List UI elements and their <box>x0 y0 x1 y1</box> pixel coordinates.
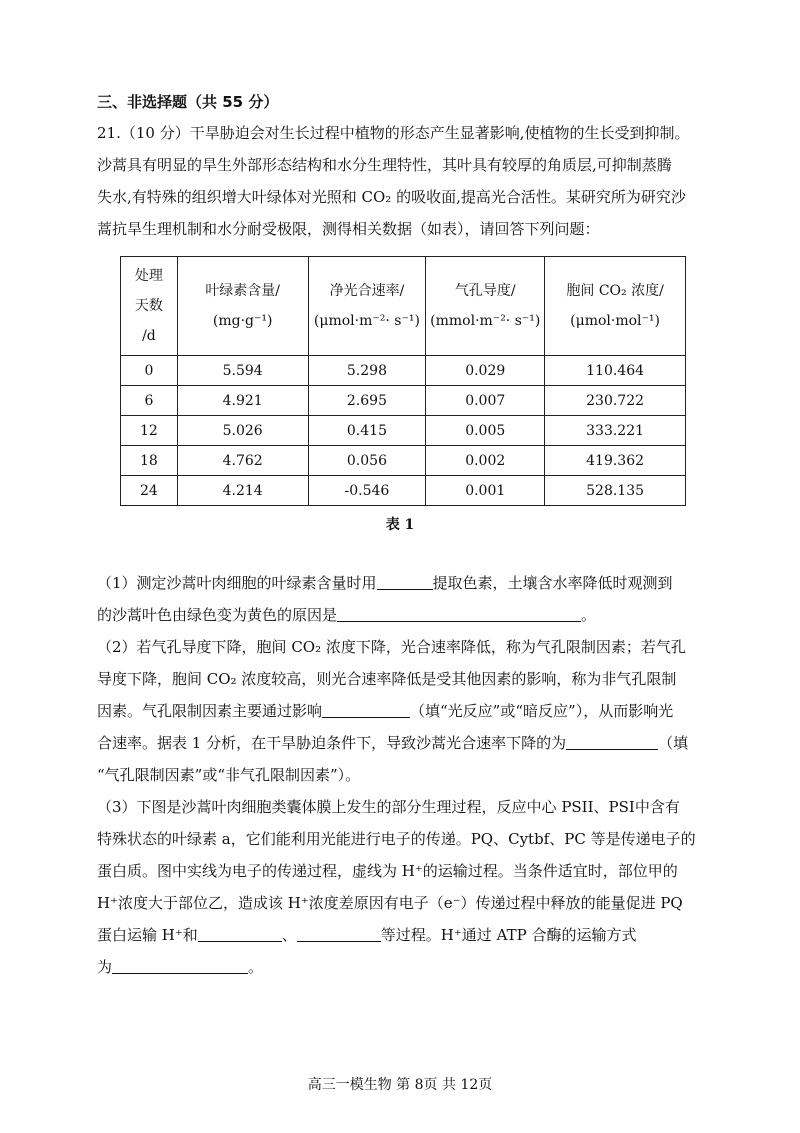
answer-blank[interactable] <box>322 702 410 718</box>
table-cell: 5.298 <box>308 356 426 386</box>
table-cell: 0.005 <box>426 416 545 446</box>
part3-line-6: 为 。 <box>97 958 264 976</box>
part3-line-5: 蛋白运输 H⁺和 、 等过程。H⁺通过 ATP 合酶的运输方式 <box>97 926 637 944</box>
answer-blank[interactable] <box>112 958 248 974</box>
table-caption: 表 1 <box>385 517 415 533</box>
table-row <box>121 386 686 416</box>
table-cell: 4.214 <box>177 476 308 506</box>
part2-line-2: 导度下降，胞间 CO₂ 浓度较高，则光合速率降低是受其他因素的影响，称为非气孔限制 <box>97 670 677 688</box>
table-header-row <box>121 257 686 356</box>
part3-line-3: 蛋白质。图中实线为电子的传递过程，虚线为 H⁺的运输过程。当条件适宜时，部位甲的 <box>97 862 678 880</box>
question-intro-line-2: 沙蒿具有明显的旱生外部形态结构和水分生理特性，其叶具有较厚的角质层,可抑制蒸腾 <box>97 156 672 174</box>
part2-line-4: 合速率。据表 1 分析，在干旱胁迫条件下，导致沙蒿光合速率下降的为 （填 <box>97 734 689 752</box>
header-days: 处理 天数 /d <box>121 257 178 356</box>
section-title: 三、非选择题（共 55 分） <box>97 93 279 111</box>
table-cell: 24 <box>121 476 178 506</box>
table-cell: 5.026 <box>177 416 308 446</box>
header-chlorophyll: 叶绿素含量/ (mg·g⁻¹) <box>177 257 308 356</box>
part3-line-2: 特殊状态的叶绿素 a，它们能利用光能进行电子的传递。PQ、Cytbf、PC 等是传递电子的 <box>97 830 696 848</box>
question-intro-line-1: 21.（10 分）干旱胁迫会对生长过程中植物的形态产生显著影响,使植物的生长受到抑制。 <box>97 124 690 142</box>
part1-line-1: （1）测定沙蒿叶肉细胞的叶绿素含量时用 提取色素，土壤含水率降低时观测到 <box>97 574 673 592</box>
table-cell: 2.695 <box>308 386 426 416</box>
table-cell: 333.221 <box>545 416 686 446</box>
table-cell: 4.762 <box>177 446 308 476</box>
question-intro-line-3: 失水,有特殊的组织增大叶绿体对光照和 CO₂ 的吸收面,提高光合活性。某研究所为研究沙 <box>97 188 686 206</box>
table-cell: 528.135 <box>545 476 686 506</box>
table-cell: 6 <box>121 386 178 416</box>
table-cell: 12 <box>121 416 178 446</box>
table-row <box>121 416 686 446</box>
table-cell: 0.007 <box>426 386 545 416</box>
part3-line-1: （3）下图是沙蒿叶肉细胞类囊体膜上发生的部分生理过程，反应中心 PSII、PSI中含有 <box>97 798 680 816</box>
table-row <box>121 476 686 506</box>
table-cell: 0 <box>121 356 178 386</box>
part3-line-4: H⁺浓度大于部位乙，造成该 H⁺浓度差原因有电子（e⁻）传递过程中释放的能量促进 PQ <box>97 894 683 912</box>
header-intercellular-co2: 胞间 CO₂ 浓度/ (μmol·mol⁻¹) <box>545 257 686 356</box>
answer-blank[interactable] <box>337 606 581 622</box>
data-table <box>120 256 686 506</box>
part2-line-5: “气孔限制因素”或“非气孔限制因素”）。 <box>97 766 361 784</box>
table-cell: 419.362 <box>545 446 686 476</box>
answer-blank[interactable] <box>377 574 433 590</box>
table-cell: 0.056 <box>308 446 426 476</box>
table-cell: 18 <box>121 446 178 476</box>
table-cell: -0.546 <box>308 476 426 506</box>
table-cell: 0.029 <box>426 356 545 386</box>
table-cell: 0.001 <box>426 476 545 506</box>
table-cell: 4.921 <box>177 386 308 416</box>
question-intro-line-4: 蒿抗旱生理机制和水分耐受极限，测得相关数据（如表），请回答下列问题： <box>97 220 600 238</box>
part2-line-3: 因素。气孔限制因素主要通过影响 （填“光反应”或“暗反应”），从而影响光 <box>97 702 674 720</box>
header-net-photosynthesis: 净光合速率/ (μmol·m⁻²· s⁻¹) <box>308 257 426 356</box>
table-cell: 5.594 <box>177 356 308 386</box>
table-row <box>121 356 686 386</box>
table-cell: 230.722 <box>545 386 686 416</box>
table-cell: 0.415 <box>308 416 426 446</box>
part2-line-1: （2）若气孔导度下降，胞间 CO₂ 浓度下降，光合速率降低，称为气孔限制因素；若气孔 <box>97 638 686 656</box>
table-cell: 110.464 <box>545 356 686 386</box>
part1-line-2: 的沙蒿叶色由绿色变为黄色的原因是 。 <box>97 606 597 624</box>
answer-blank[interactable] <box>297 926 381 942</box>
page-footer: 高三一模生物 第 8页 共 12页 <box>307 1077 493 1093</box>
table-cell: 0.002 <box>426 446 545 476</box>
answer-blank[interactable] <box>566 734 658 750</box>
answer-blank[interactable] <box>198 926 282 942</box>
header-stomatal-conductance: 气孔导度/ (mmol·m⁻²· s⁻¹) <box>426 257 545 356</box>
table-row <box>121 446 686 476</box>
